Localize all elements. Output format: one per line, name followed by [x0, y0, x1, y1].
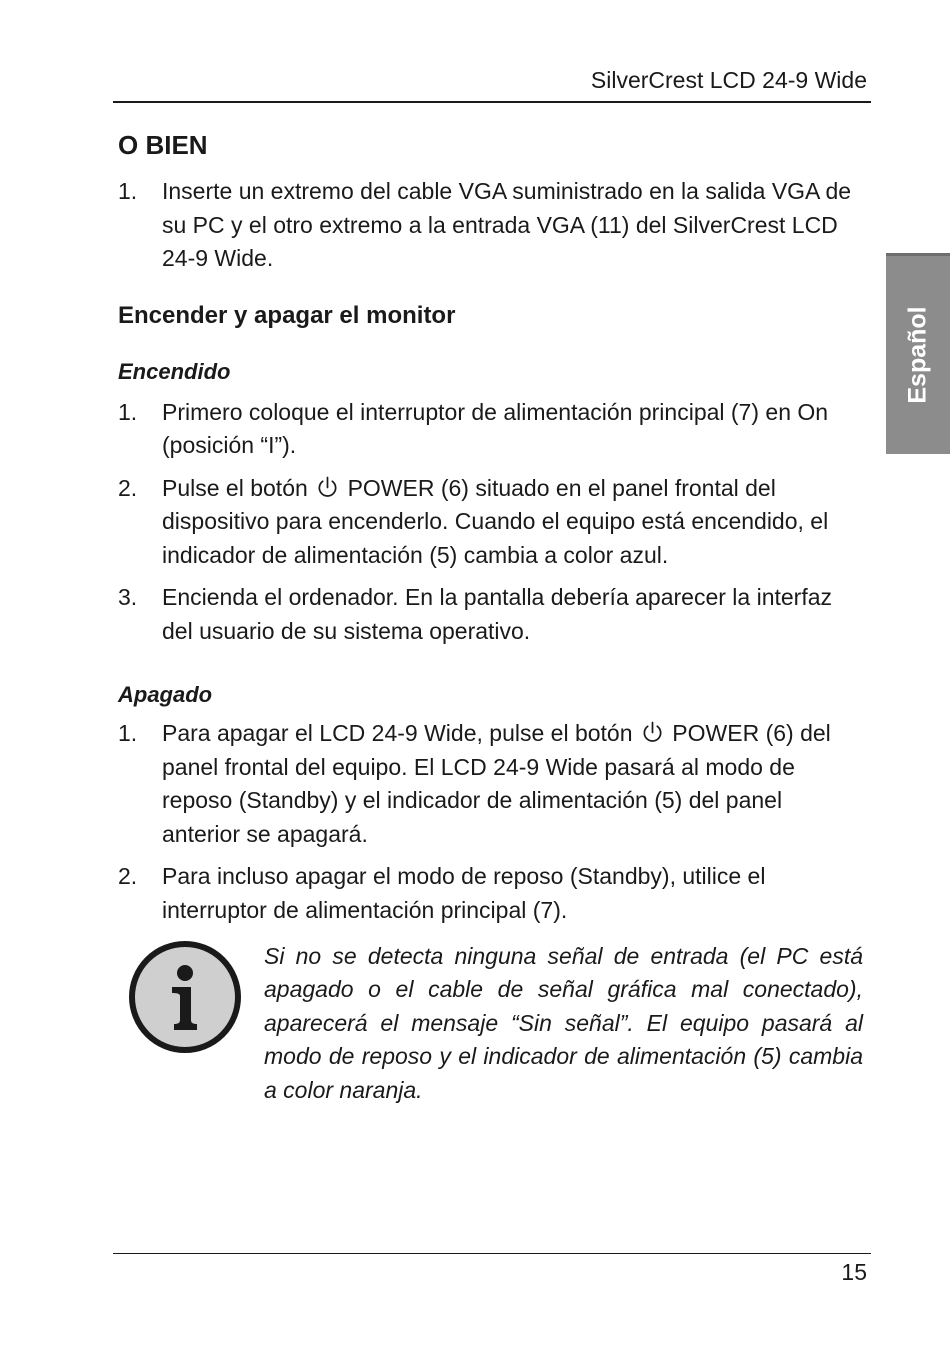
- step-number: 1.: [118, 398, 138, 425]
- obien-steps: [118, 175, 863, 276]
- encendido-steps: [118, 396, 863, 649]
- subheading-encendido: Encendido: [118, 358, 231, 384]
- power-icon: [641, 721, 664, 744]
- step-number: 1.: [118, 720, 138, 746]
- step-number: 3.: [118, 584, 138, 610]
- language-tab: [886, 253, 950, 454]
- list-item: [118, 717, 863, 851]
- step-text: Para incluso apagar el modo de reposo (Standby), utilice el interruptor de alimentación principal (7).: [162, 863, 766, 923]
- power-icon: [316, 476, 339, 499]
- info-note: Si no se detecta ninguna señal de entrada (el PC está apagado o el cable de señal gráfica mal conectado), aparecerá el mensaje “Sin señal”. El equipo pasará al modo de reposo y el indicador de alimentación (5) cambia a color naranja.: [264, 943, 863, 1103]
- footer-rule: [113, 1253, 871, 1254]
- header-rule: [113, 101, 871, 103]
- list-item: [118, 581, 863, 648]
- step-text-after: POWER (6) del panel frontal del equipo. El LCD 24-9 Wide pasará al modo de reposo (Standby) y el indicador de alimentación (5) del panel anterior se apagará.: [162, 720, 831, 847]
- page-number: 15: [841, 1259, 867, 1285]
- info-icon: [128, 940, 242, 1054]
- step-number: 2.: [118, 474, 138, 501]
- step-number: 2.: [118, 863, 138, 889]
- apagado-steps: [118, 717, 863, 927]
- list-item: [118, 472, 863, 573]
- step-text-after: POWER (6) situado en el panel frontal del dispositivo para encenderlo. Cuando el equipo está encendido, el indicador de alimentación (5) cambia a color azul.: [162, 474, 829, 568]
- step-number: 1.: [118, 178, 138, 204]
- step-text: Encienda el ordenador. En la pantalla debería aparecer la interfaz del usuario de su sistema operativo.: [162, 584, 833, 644]
- step-text-before: Para apagar el LCD 24-9 Wide, pulse el botón: [162, 720, 633, 746]
- header-title: SilverCrest LCD 24-9 Wide: [590, 67, 867, 93]
- list-item: [118, 860, 863, 927]
- section-heading-monitor: Encender y apagar el monitor: [118, 301, 456, 329]
- section-heading-obien: O BIEN: [118, 130, 208, 160]
- subheading-apagado: Apagado: [118, 682, 213, 707]
- list-item: [118, 175, 863, 276]
- step-text: Primero coloque el interruptor de alimentación principal (7) en On (posición “I”).: [162, 398, 829, 458]
- step-text-before: Pulse el botón: [162, 474, 308, 501]
- page-content: [118, 126, 863, 927]
- step-text: Inserte un extremo del cable VGA suministrado en la salida VGA de su PC y el otro extremo a la entrada VGA (11) del SilverCrest LCD 24-9 Wide.: [162, 178, 852, 271]
- list-item: [118, 396, 863, 463]
- language-tab-label: Español: [903, 306, 932, 404]
